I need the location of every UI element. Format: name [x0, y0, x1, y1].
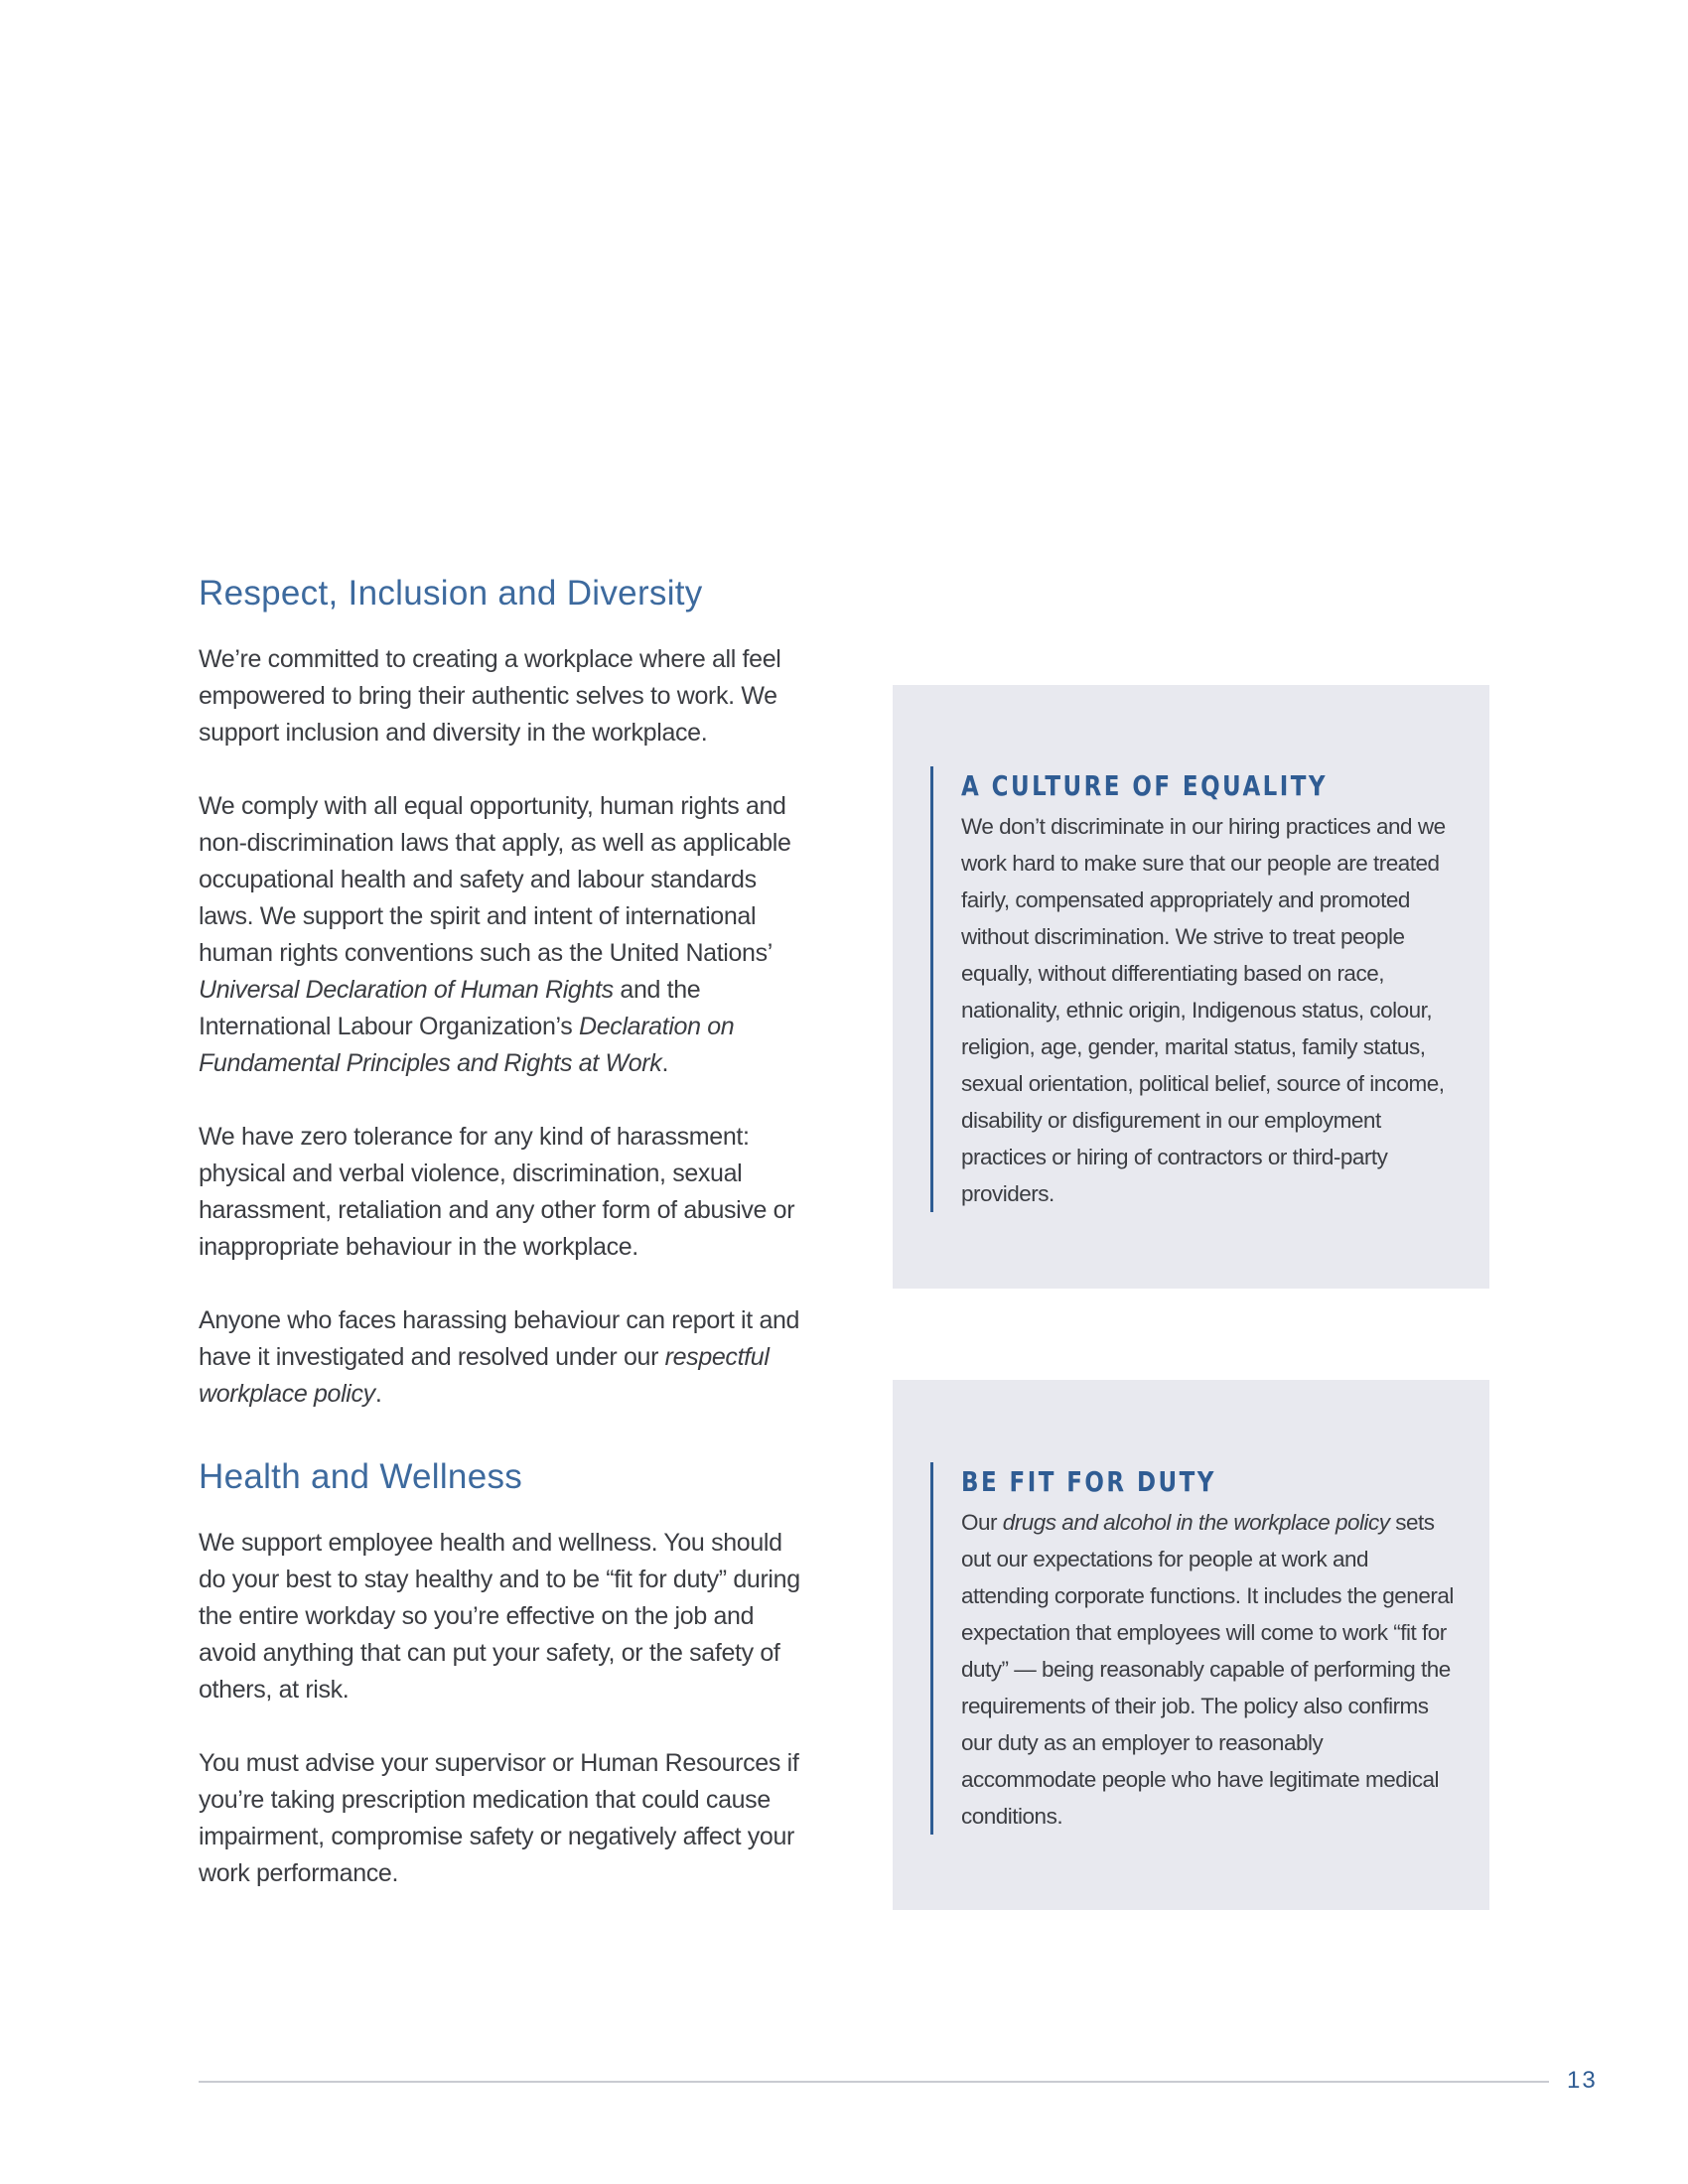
- respectful-workplace-policy-reference: respectful workplace policy: [199, 1343, 770, 1408]
- respect-compliance-paragraph: [199, 788, 804, 1082]
- fit-for-duty-callout-content: [930, 1462, 1454, 1835]
- reporting-text-c: .: [374, 1380, 382, 1408]
- fit-for-duty-callout-title: BE FIT FOR DUTY: [961, 1465, 1216, 1498]
- drugs-alcohol-policy-reference: drugs and alcohol in the workplace policy: [1002, 1510, 1390, 1535]
- page-number: 13: [1567, 2067, 1598, 2094]
- equality-callout-content: [930, 766, 1454, 1212]
- medication-paragraph: You must advise your supervisor or Human Resources if you’re taking prescription medication that could cause impairment, compromise safety or negatively affect your work performance.: [199, 1749, 799, 1887]
- compliance-text-a: We comply with all equal opportunity, human rights and non-discrimination laws that apply, as well as applicable occupational health and safety and labour standards laws. We support the spirit and intent of international human rights conventions such as the United Nations’: [199, 792, 791, 967]
- fit-for-duty-callout-text: [961, 1504, 1454, 1835]
- fit-text-c: sets out our expectations for people at work and attending corporate functions. It includes the general expectation that employees will come to work “fit for duty” — being reasonably capable of performing the requirements of their job. The policy also confirms our duty as an employer to reasonably accommodate people who have legitimate medical conditions.: [961, 1510, 1454, 1829]
- respect-intro-paragraph: We’re committed to creating a workplace where all feel empowered to bring their authentic selves to work. We support inclusion and diversity in the workplace.: [199, 645, 781, 747]
- equality-callout-box: [893, 685, 1489, 1289]
- fit-text-a: Our: [961, 1510, 1003, 1535]
- compliance-text-e: .: [661, 1049, 669, 1077]
- equality-callout-text: We don’t discriminate in our hiring practices and we work hard to make sure that our people are treated fairly, compensated appropriately and promoted without discrimination. We strive to treat people equally, without differentiating based on race, nationality, ethnic origin, Indigenous status, colour, religion, age, gender, marital status, family status, sexual orientation, political belief, source of income, disability or disfigurement in our employment practices or hiring of contractors or third-party providers.: [961, 814, 1446, 1206]
- udhr-title: Universal Declaration of Human Rights: [199, 976, 614, 1004]
- footer-divider: [199, 2081, 1549, 2083]
- equality-callout-title: A CULTURE OF EQUALITY: [961, 769, 1328, 802]
- compliance-text-c: and the International Labour Organization’s: [199, 976, 701, 1040]
- ilo-declaration-title: Declaration on Fundamental Principles and Rights at Work: [199, 1013, 735, 1077]
- respect-heading: Respect, Inclusion and Diversity: [199, 574, 703, 613]
- reporting-text-a: Anyone who faces harassing behaviour can report it and have it investigated and resolved under our: [199, 1306, 800, 1371]
- reporting-paragraph: [199, 1302, 804, 1413]
- main-column: [199, 566, 804, 1929]
- harassment-paragraph: We have zero tolerance for any kind of harassment: physical and verbal violence, discrimination, sexual harassment, retaliation and any other form of abusive or inappropriate behaviour in the workplace.: [199, 1123, 795, 1261]
- fit-for-duty-callout-box: [893, 1380, 1489, 1910]
- health-intro-paragraph: We support employee health and wellness. You should do your best to stay healthy and to be “fit for duty” during the entire workday so you’re effective on the job and avoid anything that can put your safety, or the safety of others, at risk.: [199, 1529, 800, 1704]
- health-heading: Health and Wellness: [199, 1457, 523, 1496]
